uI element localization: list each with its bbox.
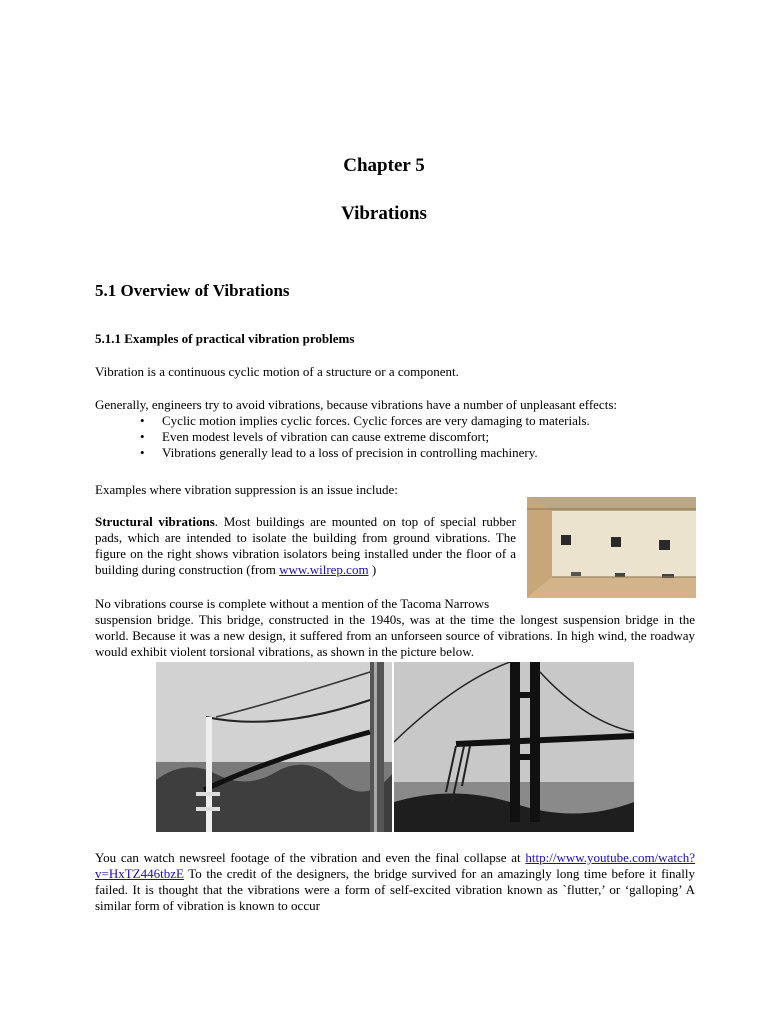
- effects-lead: Generally, engineers try to avoid vibrations, because vibrations have a number of unpleasant effects:: [95, 397, 617, 412]
- chapter-title: Vibrations: [341, 203, 427, 224]
- isolators-illustration: [527, 497, 696, 598]
- footage-paragraph: [95, 850, 695, 914]
- structural-label: Structural vibrations: [95, 514, 215, 529]
- examples-lead: Examples where vibration suppression is an issue include:: [95, 482, 398, 497]
- footage-text: To the credit of the designers, the bridge survived for an amazingly long time before it finally failed. It is thought that the vibrations were a form of self-excited vibration known as `flutter,’ or ‘galloping’ A similar form of vibration is known to occur: [95, 866, 695, 913]
- wilrep-link[interactable]: www.wilrep.com: [279, 562, 369, 577]
- section-heading: 5.1 Overview of Vibrations: [95, 281, 290, 300]
- list-item: • Vibrations generally lead to a loss of precision in controlling machinery.: [95, 445, 695, 461]
- subsection-heading: 5.1.1 Examples of practical vibration problems: [95, 331, 355, 346]
- tacoma-paragraph: suspension bridge. This bridge, constructed in the 1940s, was at the time the longest suspension bridge in the world. Because it was a new design, it suffered from an unforseen source of vibrations. In high wind, the roadway would exhibit violent torsional vibrations, as shown in the picture below.: [95, 612, 695, 659]
- list-item: • Cyclic motion implies cyclic forces. Cyclic forces are very damaging to materials.: [95, 413, 695, 429]
- youtube-link[interactable]: http://www.youtube.com/watch?v=HxTZ446tbzE: [95, 850, 695, 881]
- footage-lead: You can watch newsreel footage of the vibration and even the final collapse at: [95, 850, 526, 865]
- effects-list: [95, 413, 695, 461]
- list-item: • Even modest levels of vibration can cause extreme discomfort;: [95, 429, 695, 445]
- structural-paragraph: [95, 514, 516, 578]
- structural-text: . Most buildings are mounted on top of special rubber pads, which are intended to isolate the building from ground vibrations. The figure on the right shows vibration isolators being installed under the floor of a building during construction (from: [95, 514, 516, 577]
- structural-tail: ): [368, 562, 377, 577]
- intro-paragraph: Vibration is a continuous cyclic motion of a structure or a component.: [95, 364, 459, 379]
- tacoma-bridge-photos: [156, 662, 634, 832]
- tacoma-line1: No vibrations course is complete without a mention of the Tacoma Narrows: [95, 596, 490, 611]
- vibration-isolators-photo: [527, 497, 696, 598]
- chapter-number: Chapter 5: [343, 155, 425, 176]
- tacoma-bridge-illustration: [156, 662, 634, 832]
